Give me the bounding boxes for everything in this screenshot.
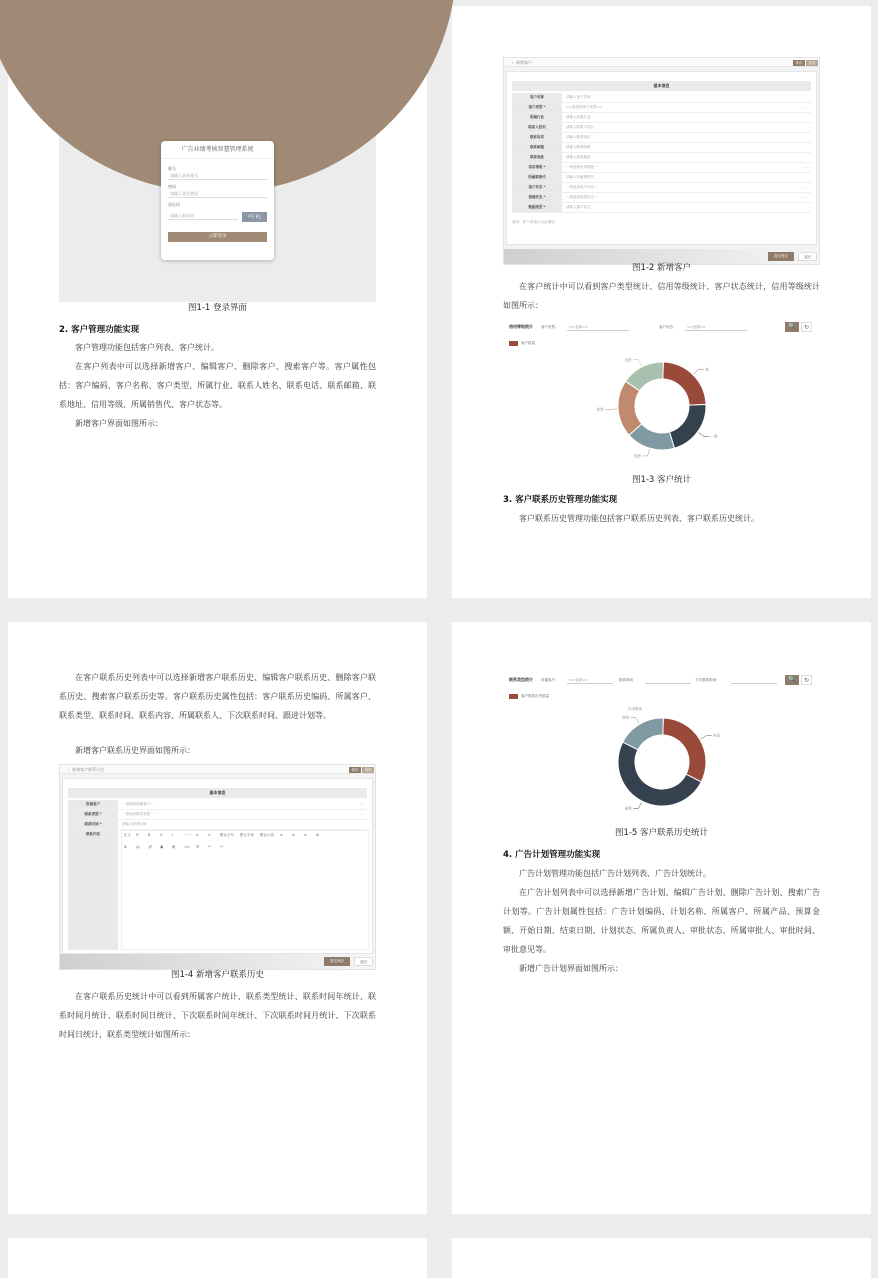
form-row — [512, 183, 811, 193]
chevron-down-icon[interactable]: ⌄ — [360, 800, 363, 809]
slice-label: 面谈 — [622, 714, 630, 719]
password-input[interactable]: 请输入登录密码 — [168, 190, 267, 198]
figure-caption: 图1-3 客户统计 — [503, 473, 820, 485]
form-note: 说明：带 * 的项目为必填项。 — [512, 220, 558, 225]
form-row — [68, 820, 367, 830]
form-row — [512, 193, 811, 203]
form-label: 数据类型 * — [512, 203, 562, 212]
legend-swatch — [509, 694, 518, 699]
section-title: 基本信息 — [68, 788, 367, 798]
form-label: 联系电话 — [512, 133, 562, 142]
chevron-down-icon[interactable]: ⌄ — [804, 193, 807, 202]
form-select[interactable]: 一请选择联系类型一 — [122, 810, 154, 819]
password-label: 密码 — [168, 184, 176, 190]
editor-tool-button[interactable]: U — [160, 833, 163, 837]
editor-tool-button[interactable]: 🔗 — [148, 845, 152, 849]
slice-label: 较差 — [634, 453, 642, 458]
editor-tool-button[interactable]: ↷ — [220, 845, 223, 849]
chart-title: 信用等级统计 — [509, 321, 533, 333]
slice-label: 一般 — [711, 434, 719, 439]
editor-tool-button[interactable]: <> — [184, 845, 190, 849]
submit-save-button[interactable]: 提交保存 — [768, 252, 794, 261]
form-select[interactable]: 一请选择创建状态一 — [566, 193, 598, 202]
form-select[interactable]: 一请选择客户状态一 — [566, 183, 598, 192]
label-leader-line — [633, 360, 641, 366]
top-back-button[interactable]: 返回 — [362, 767, 374, 773]
editor-tool-button[interactable]: ⊙ — [208, 833, 211, 837]
editor-tool-button[interactable]: ≡ — [304, 833, 307, 837]
document-page-5 — [8, 1238, 427, 1278]
editor-tool-button[interactable]: B — [148, 833, 150, 837]
editor-tool-button[interactable]: 正文 — [124, 833, 131, 838]
customer-select[interactable]: ==全部== — [567, 676, 613, 684]
account-label: 账号 — [168, 166, 176, 172]
form-input[interactable]: 请输入所属行业 — [566, 113, 591, 122]
paragraph: 在客户统计中可以看到客户类型统计、信用等级统计、客户状态统计，信用等级统计如图所示： — [503, 277, 820, 315]
form-label: 联系类型 * — [68, 810, 118, 819]
paragraph: 客户管理功能包括客户列表、客户统计。 — [59, 338, 376, 357]
editor-toolbar — [124, 833, 364, 841]
form-label: 所属行业 — [512, 113, 562, 122]
editor-tool-button[interactable]: ☰ — [196, 845, 199, 849]
form-select[interactable]: 一请选择所属客户一 — [122, 800, 154, 809]
chevron-down-icon[interactable]: ⌄ — [360, 810, 363, 819]
paragraph: 新增客户联系历史界面如图所示： — [59, 741, 376, 760]
document-page-4 — [452, 622, 871, 1214]
form-label: 所属销售代 — [512, 173, 562, 182]
slice-label: 优秀 — [597, 407, 605, 412]
form-label: 联系人姓名 — [512, 123, 562, 132]
editor-tool-button[interactable]: ⊞ — [316, 833, 319, 837]
document-page-2 — [452, 6, 871, 598]
legend-swatch — [509, 341, 518, 346]
top-save-button[interactable]: 保存 — [793, 60, 805, 66]
login-screenshot — [59, 98, 376, 302]
label-leader-line — [630, 717, 639, 723]
form-row — [68, 810, 367, 820]
filter-label: 客户类型： — [541, 321, 559, 333]
donut-slice[interactable] — [623, 718, 664, 750]
form-row — [512, 163, 811, 173]
captcha-label: 验证码 — [168, 202, 180, 208]
figure-caption: 图1-4 新增客户联系历史 — [59, 968, 376, 980]
label-leader-line — [694, 369, 704, 374]
breadcrumb: ‹ 新增客户 — [504, 58, 819, 67]
section-heading-3: 3. 客户联系历史管理功能实现 — [503, 493, 617, 505]
slice-label: 良 — [705, 366, 709, 371]
form-input[interactable]: 请输入客户名称 — [566, 93, 591, 102]
chart-filter-bar — [503, 674, 820, 686]
editor-tool-button[interactable]: 默认字体 — [240, 833, 254, 838]
filter-label: 联系时间： — [619, 674, 637, 686]
search-icon[interactable]: 🔍 — [785, 675, 799, 685]
filter-label: 下次联系时间： — [695, 674, 720, 686]
form-row — [512, 113, 811, 123]
submit-save-button[interactable]: 提交保存 — [324, 957, 350, 966]
filter-label: 客户状态： — [659, 321, 677, 333]
form-row — [512, 93, 811, 103]
rich-text-editor[interactable] — [121, 830, 369, 950]
slice-label: 社交媒体 — [628, 706, 642, 711]
credit-level-donut-chart — [602, 346, 722, 466]
account-input[interactable]: 请输入登录账号 — [168, 172, 267, 180]
form-label: 创建状态 * — [512, 193, 562, 202]
form-row — [512, 133, 811, 143]
editor-tool-button[interactable]: ↶ — [208, 845, 211, 849]
form-area — [62, 778, 373, 954]
contact-type-donut-chart — [602, 702, 722, 822]
paragraph: 在客户列表中可以选择新增客户、编辑客户、删除客户、搜索客户等。客户属性包括：客户编码、客户名称、客户类型、所属行业、联系人姓名、联系电话、联系邮箱、联系地址、信用等级、所属销售代、客户状态等。 — [59, 357, 376, 414]
paragraph: 在客户联系历史统计中可以看到所属客户统计、联系类型统计、联系时间年统计、联系时间月统计、联系时间日统计、下次联系时间年统计、下次联系时间月统计、下次联系时间日统计，联系类型统计如图所示： — [59, 987, 376, 1044]
top-save-button[interactable]: 保存 — [349, 767, 361, 773]
paragraph: 在客户联系历史列表中可以选择新增客户联系历史、编辑客户联系历史、删除客户联系历史、搜索客户联系历史等。客户联系历史属性包括：客户联系历史编码、所属客户、联系类型、联系时间、联系内容、所属联系人、下次联系时间、跟进计划等。 — [59, 668, 376, 725]
chevron-down-icon[interactable]: ⌄ — [804, 163, 807, 172]
captcha-image[interactable]: P F 8 J — [242, 212, 267, 222]
next-contact-time-select[interactable] — [731, 676, 777, 684]
form-label: 联系邮箱 — [512, 143, 562, 152]
slice-label: 良好 — [625, 357, 633, 362]
form-input[interactable]: 请输入联系电话 — [566, 133, 591, 142]
form-row — [512, 203, 811, 213]
form-row — [68, 800, 367, 810]
form-input[interactable]: 请输入联系地址 — [566, 153, 591, 162]
editor-tool-button[interactable]: ≡ — [292, 833, 295, 837]
customer-status-select[interactable]: ==全部== — [685, 323, 747, 331]
editor-tool-button[interactable]: I — [172, 833, 173, 837]
form-label: 联系地址 — [512, 153, 562, 162]
form-label: 信用等级 * — [512, 163, 562, 172]
filter-label: 所属客户： — [541, 674, 559, 686]
breadcrumb: ‹ 新增客户联系历史 — [60, 765, 375, 774]
form-select[interactable]: ==请选择客户类型== — [566, 103, 602, 112]
form-row — [512, 123, 811, 133]
paragraph: 客户联系历史管理功能包括客户联系历史列表、客户联系历史统计。 — [503, 509, 820, 528]
customer-type-select[interactable]: ==全部== — [567, 323, 629, 331]
new-contact-history-screenshot — [59, 764, 376, 970]
contact-time-select[interactable] — [645, 676, 691, 684]
login-button[interactable]: 立即登录 — [168, 232, 267, 242]
top-back-button[interactable]: 返回 — [806, 60, 818, 66]
return-button[interactable]: 返回 — [354, 957, 373, 966]
slice-label: 电话 — [713, 733, 721, 738]
figure-caption: 图1-1 登录界面 — [59, 301, 376, 313]
editor-tool-button[interactable]: ⊞ — [124, 845, 127, 849]
refresh-icon[interactable]: ↻ — [801, 675, 812, 685]
figure-caption: 图1-5 客户联系历史统计 — [503, 826, 820, 838]
editor-toolbar — [124, 845, 364, 853]
legend-label: 客户数量 — [521, 340, 535, 347]
form-input[interactable]: 请输入客户状态 — [566, 203, 591, 212]
label-leader-line — [701, 735, 712, 739]
slice-label: 邮件 — [625, 806, 633, 811]
form-label: 客户状态 * — [512, 183, 562, 192]
label-leader-line — [643, 449, 650, 456]
label-leader-line — [633, 802, 641, 808]
paragraph: 新增客户界面如图所示： — [59, 414, 376, 433]
donut-slice[interactable] — [670, 405, 706, 449]
bottom-bar — [60, 954, 375, 969]
chevron-down-icon[interactable]: ⌄ — [804, 183, 807, 192]
login-card — [161, 141, 274, 260]
editor-tool-button[interactable]: H — [136, 833, 139, 837]
form-input[interactable]: 请输入联系邮箱 — [566, 143, 591, 152]
document-page-3 — [8, 622, 427, 1214]
content-label: 联系内容 — [68, 830, 118, 837]
section-heading-4: 4. 广告计划管理功能实现 — [503, 848, 600, 860]
form-area — [506, 71, 817, 245]
editor-tool-button[interactable]: ▤ — [172, 845, 175, 849]
new-customer-screenshot — [503, 57, 820, 265]
paragraph: 在广告计划列表中可以选择新增广告计划、编辑广告计划、删除广告计划、搜索广告计划等。广告计划属性包括：广告计划编码、计划名称、所属客户、所属产品、预算金额、开始日期、结束日期、计划状态、所属负责人、审批状态、所属审批人、审批时间、审批意见等。 — [503, 883, 820, 959]
section-heading-2: 2. 客户管理功能实现 — [59, 323, 139, 335]
chevron-down-icon[interactable]: ⌄ — [804, 103, 807, 112]
search-icon[interactable]: 🔍 — [785, 322, 799, 332]
editor-tool-button[interactable]: ▣ — [160, 845, 163, 849]
donut-slice[interactable] — [663, 718, 706, 782]
chart-title: 联系类型统计 — [509, 674, 533, 686]
editor-tool-button[interactable]: 默认字号 — [220, 833, 234, 838]
form-input[interactable]: 请输入联系人姓名 — [566, 123, 594, 132]
form-select[interactable]: 一请选择信用等级一 — [566, 163, 598, 172]
form-label: 客户类型 * — [512, 103, 562, 112]
editor-tool-button[interactable]: ☺ — [136, 845, 140, 849]
form-row — [512, 103, 811, 113]
editor-tool-button[interactable]: 一一 — [184, 833, 191, 838]
refresh-icon[interactable]: ↻ — [801, 322, 812, 332]
label-leader-line — [698, 432, 709, 436]
editor-tool-button[interactable]: 默认行高 — [260, 833, 274, 838]
form-input[interactable]: 请输入联系时间 — [122, 820, 147, 829]
legend-label: 客户联系历史数量 — [521, 693, 549, 700]
donut-slice[interactable] — [663, 362, 706, 405]
editor-tool-button[interactable]: ≡ — [280, 833, 283, 837]
document-page-1 — [8, 6, 427, 598]
form-label: 所属客户 — [68, 800, 118, 809]
form-row — [512, 173, 811, 183]
chart-filter-bar — [503, 321, 820, 333]
document-page-6 — [452, 1238, 871, 1278]
content-label-cell — [68, 830, 118, 950]
form-row — [512, 153, 811, 163]
form-input[interactable]: 请输入所属销售代 — [566, 173, 594, 182]
figure-caption: 图1-2 新增客户 — [503, 261, 820, 273]
login-title: 广告业绩考核智慧管理系统 — [161, 144, 274, 156]
editor-tool-button[interactable]: A — [196, 833, 198, 837]
form-row — [512, 143, 811, 153]
section-title: 基本信息 — [512, 81, 811, 91]
form-label: 客户名称 — [512, 93, 562, 102]
paragraph: 广告计划管理功能包括广告计划列表、广告计划统计。 — [503, 864, 820, 883]
paragraph: 新增广告计划界面如图所示： — [503, 959, 820, 978]
form-label: 联系时间 * — [68, 820, 118, 829]
return-button[interactable]: 返回 — [798, 252, 817, 261]
captcha-input[interactable]: 请输入验证码 — [168, 212, 238, 220]
